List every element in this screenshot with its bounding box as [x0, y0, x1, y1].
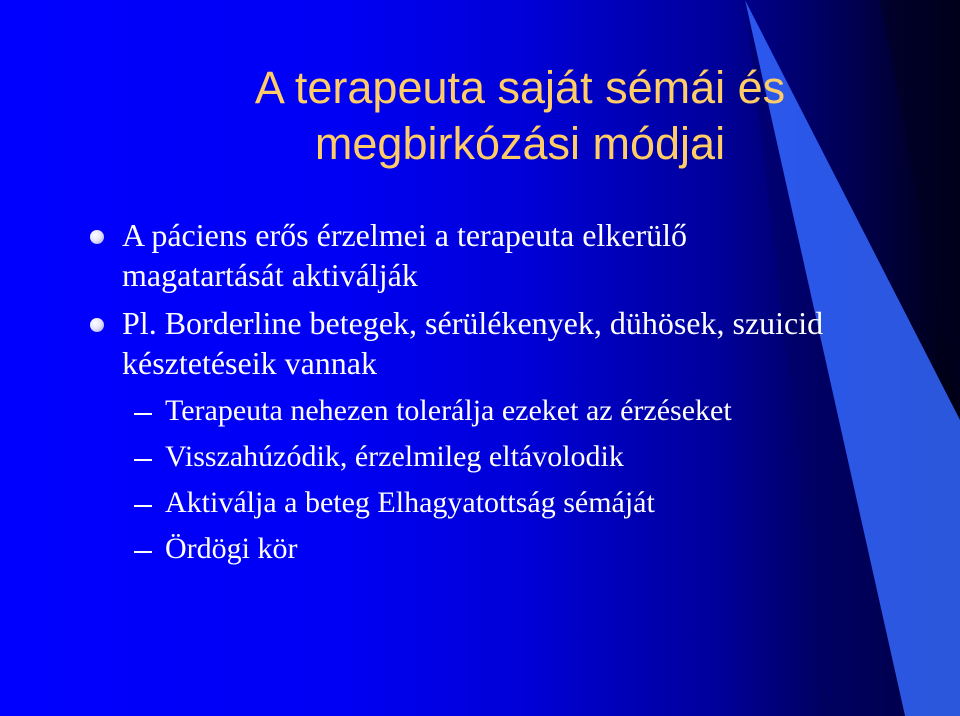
bullet-dot-icon [90, 230, 104, 244]
bullet-item [0, 303, 842, 383]
sub-bullet-text: Aktiválja a beteg Elhagyatottság sémáját [165, 486, 655, 519]
title-line-1: A terapeuta saját sémái és [254, 62, 786, 113]
sub-bullet-text: Visszahúzódik, érzelmileg eltávolodik [165, 440, 624, 473]
sub-bullet-item [0, 529, 960, 569]
slide-title [110, 60, 930, 172]
bullet-item [0, 215, 842, 295]
sub-bullet-text: Terapeuta nehezen tolerálja ezeket az érzéseket [165, 394, 732, 427]
slide-body [0, 215, 960, 569]
dash-icon [134, 551, 152, 553]
title-line-2: megbirkózási módjai [314, 118, 726, 169]
sub-bullet-item [0, 483, 960, 523]
bullet-dot-icon [90, 318, 104, 332]
dash-icon [134, 505, 152, 507]
dash-icon [134, 459, 152, 461]
bullet-text: A páciens erős érzelmei a terapeuta elkerülő magatartását aktiválják [122, 217, 688, 293]
sub-bullet-text: Ördögi kör [165, 532, 298, 565]
bullet-text: Pl. Borderline betegek, sérülékenyek, dühösek, szuicid késztetéseik vannak [122, 305, 824, 381]
dash-icon [134, 413, 152, 415]
sub-bullet-item [0, 437, 960, 477]
sub-bullet-item [0, 391, 960, 431]
